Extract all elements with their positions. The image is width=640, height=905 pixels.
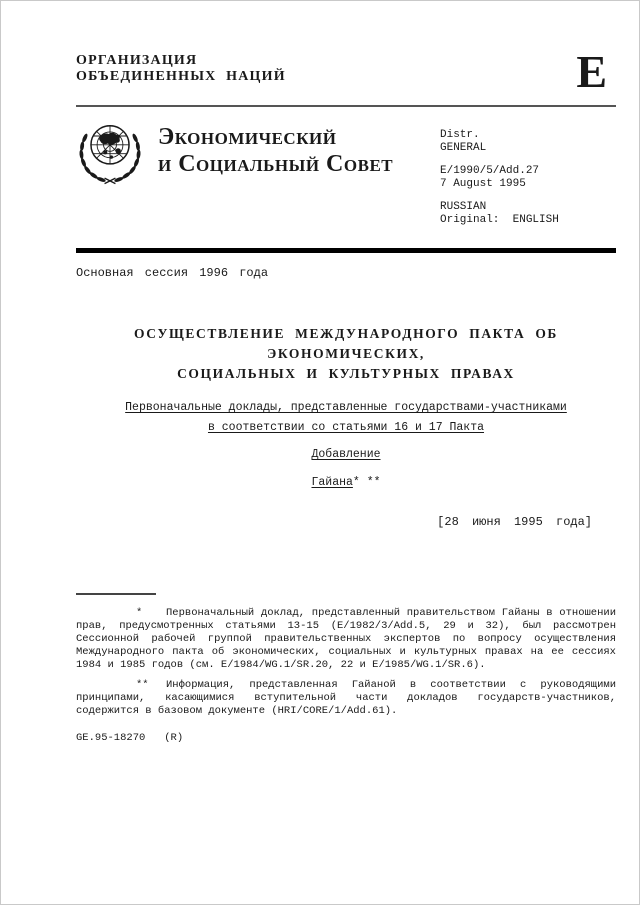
document-title-line2: СОЦИАЛЬНЫХ И КУЛЬТУРНЫХ ПРАВАХ [177,366,515,381]
council-title [158,124,393,178]
country-name: Гайана [311,476,353,489]
subtitle-line2: в соответствии со статьями 16 и 17 Пакта [207,421,485,434]
footnote-first-marker: * [136,607,143,619]
spacer [440,154,616,165]
country-heading [76,476,616,489]
council-title-line1: Экономический [158,124,337,150]
un-org-name [76,53,286,85]
registry-code: GE.95-18270 (R) [76,732,184,744]
addendum-heading: Добавление [311,448,381,461]
footnote-second [76,679,616,718]
doc-symbol: E/1990/5/Add.27 [440,165,540,177]
footnote-refs: * ** [352,476,381,489]
distr-type: GENERAL [440,141,487,154]
footnote-second-text: Информация, представленная Гайаной в соответствии с руководящими принципами, касающимися вступительной части докладов государств-участников, содержится в базовом документе (HRI/CORE/1/Add.61). [76,679,616,717]
date-received: [28 июня 1995 года] [437,515,592,529]
footnote-second-marker: ** [136,679,149,691]
footnote-divider [76,593,156,595]
council-title-line2: и Социальный Совет [158,151,394,177]
distr-label: Distr. [440,129,480,141]
masthead [76,46,616,97]
section-divider [76,248,616,253]
org-name-line2: ОБЪЕДИНЕННЫХ НАЦИЙ [76,69,286,84]
header-divider [76,105,616,107]
distribution-block [440,129,616,226]
document-title [76,324,616,384]
banner [76,117,616,226]
subtitle-line1: Первоначальные доклады, представленные государствами-участниками [125,401,567,414]
footnote-first [76,607,616,672]
doc-series-letter: E [576,46,607,97]
session-line: Основная сессия 1996 года [76,266,269,280]
org-name-line1: ОРГАНИЗАЦИЯ [76,53,198,68]
document-subtitle [76,398,616,438]
un-emblem-icon [76,117,144,189]
doc-date: 7 August 1995 [440,177,526,190]
spacer [440,190,616,201]
doc-language: RUSSIAN [440,201,487,213]
document-title-line1: ОСУЩЕСТВЛЕНИЕ МЕЖДУНАРОДНОГО ПАКТА ОБ ЭКОНОМИЧЕСКИХ, [134,326,558,361]
footnote-first-text: Первоначальный доклад, представленный правительством Гайаны в отношении прав, предусмотренных статьями 13-15 (E/1982/3/Add.5, 29 и 32), был рассмотрен Сессионной рабочей группой правительственных экспертов по вопросу осуществления Международного пакта об экономических, социальных и культурных правах на ее сессиях 1984 и 1985 годов (см. E/1984/WG.1/SR.20, 22 и E/1985/WG.1/SR.6). [76,607,616,671]
doc-original-language: Original: ENGLISH [440,213,559,226]
